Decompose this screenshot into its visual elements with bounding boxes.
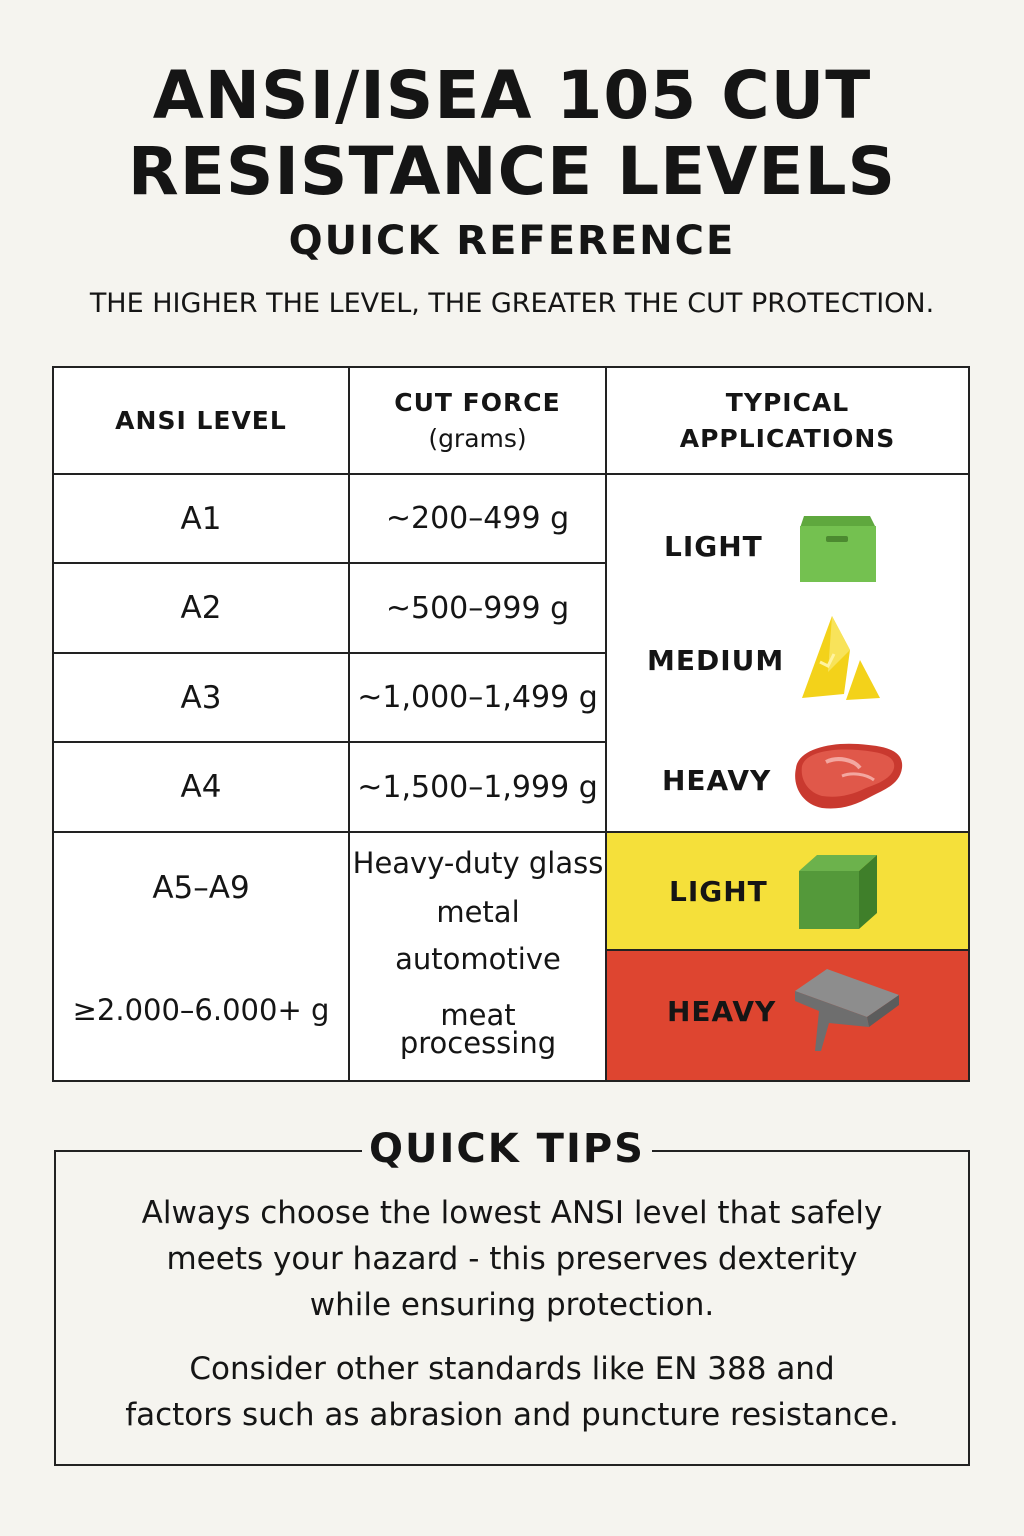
app-cell-heavy [607,951,968,1080]
tip-2-line: Consider other standards like EN 388 and [189,1351,835,1387]
tip-2 [90,1346,934,1438]
app-label-light: LIGHT [664,530,763,563]
header-cut-force-label: CUT FORCE [394,387,561,417]
header-cut-force-unit: (grams) [428,423,527,453]
header-ansi-level-label: ANSI LEVEL [115,405,287,435]
force-cell: ~500–999 g [385,590,570,626]
header-applications-line-1: TYPICAL [725,387,850,417]
level-cell: A1 [180,500,222,537]
app-label-medium: MEDIUM [647,644,785,677]
box-icon [798,506,878,584]
title-line-2: RESISTANCE LEVELS [127,133,897,210]
tip-1 [90,1190,934,1328]
desc-line: automotive [395,942,561,976]
page-title [0,58,1024,210]
desc-line: meat [440,998,516,1032]
tagline: THE HIGHER THE LEVEL, THE GREATER THE CUT PROTECTION. [89,288,935,319]
tip-1-line: meets your hazard - this preserves dexterity [166,1241,858,1277]
force-cell: ~1,500–1,999 g [357,769,598,805]
force-cell: ~200–499 g [385,501,570,536]
header-applications-line-2: APPLICATIONS [679,423,896,453]
header-ansi-level [54,368,348,473]
level-cell: A4 [180,769,222,805]
quick-tips-title: QUICK TIPS [362,1124,652,1174]
force-cell-high: ≥2.000–6.000+ g [72,993,330,1027]
meat-icon [788,738,908,814]
title-line-1: ANSI/ISEA 105 CUT [152,57,872,134]
tip-1-line: Always choose the lowest ANSI level that safely [141,1195,883,1231]
metal-bar-icon [791,965,903,1055]
desc-line: Heavy-duty glass [352,846,604,880]
desc-line: processing [399,1026,557,1060]
level-cell: A2 [180,590,222,626]
glass-shard-icon [798,614,882,704]
cube-icon [797,853,879,931]
desc-line: metal [436,895,520,929]
app-label-heavy-high: HEAVY [667,995,777,1028]
level-cell: A3 [180,679,222,716]
app-label-heavy: HEAVY [662,764,772,797]
tip-1-line: while ensuring protection. [309,1287,715,1323]
force-cell: ~1,000–1,499 g [357,680,598,715]
cut-level-table [52,366,970,1082]
page-subtitle: QUICK REFERENCE [288,218,736,264]
app-label-light-high: LIGHT [669,875,768,908]
app-cell-light [607,833,968,949]
level-cell-high: A5–A9 [152,870,250,906]
header-applications [607,368,968,473]
tip-2-line: factors such as abrasion and puncture resistance. [125,1397,899,1433]
header-cut-force [350,368,605,473]
